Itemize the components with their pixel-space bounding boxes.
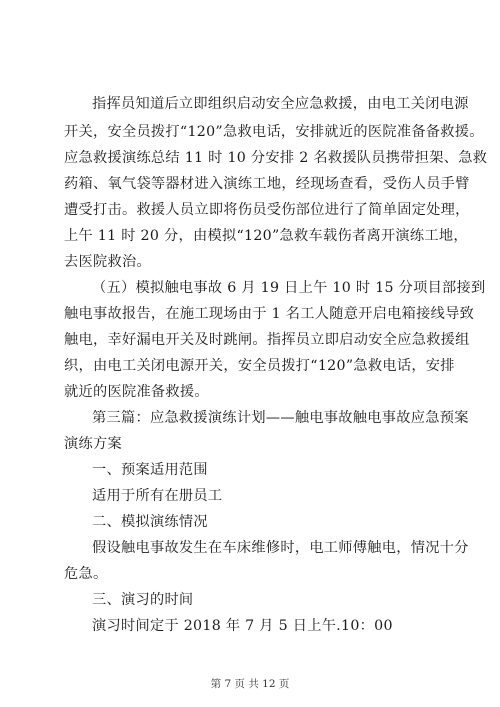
- paragraph-line: 适用于所有在册员工: [92, 488, 223, 504]
- section-heading: 一、预案适用范围: [92, 462, 208, 478]
- paragraph-line: 应急救援演练总结 11 时 10 分安排 2 名救援队员携带担架、急救: [64, 150, 488, 166]
- paragraph-line: 触电事故报告，在施工现场由于 1 名工人随意开启电箱接线导致: [64, 306, 475, 322]
- paragraph-line: 演习时间定于 2018 年 7 月 5 日上午.10：00: [92, 618, 393, 634]
- paragraph-line: 指挥员知道后立即组织启动安全应急救援，由电工关闭电源: [92, 96, 469, 112]
- paragraph-line: 触电，幸好漏电开关及时跳闸。指挥员立即启动安全应急救援组: [64, 332, 470, 348]
- section-heading: 三、演习的时间: [92, 592, 194, 608]
- section-heading: 二、模拟演练情况: [92, 514, 208, 530]
- paragraph-line: 假设触电事故发生在车床维修时，电工师傅触电，情况十分: [92, 540, 469, 556]
- section-item-five: （五）模拟触电事故 6 月 19 日上午 10 时 15 分项目部接到: [92, 280, 486, 296]
- paragraph-line: 就近的医院准备救援。: [64, 384, 209, 400]
- chapter-heading: 第三篇：应急救援演练计划——触电事故触电事故应急预案: [92, 410, 469, 426]
- paragraph-line: 药箱、氧气袋等器材进入演练工地，经现场查看，受伤人员手臂: [64, 176, 470, 192]
- paragraph-line: 遭受打击。救援人员立即将伤员受伤部位进行了简单固定处理，: [64, 202, 470, 218]
- paragraph-line: 织，由电工关闭电源开关，安全员拨打“120”急救电话，安排: [64, 358, 455, 374]
- paragraph-line: 上午 11 时 20 分，由模拟“120”急救车载伤者离开演练工地，: [64, 228, 468, 244]
- paragraph-line: 开关，安全员拨打“120”急救电话，安排就近的医院准备备救援。: [64, 124, 484, 140]
- page-number-footer: 第 7 页 共 12 页: [210, 678, 290, 690]
- paragraph-line: 去医院救治。: [64, 254, 151, 270]
- chapter-heading-continued: 演练方案: [64, 436, 122, 452]
- paragraph-line: 危急。: [64, 566, 108, 582]
